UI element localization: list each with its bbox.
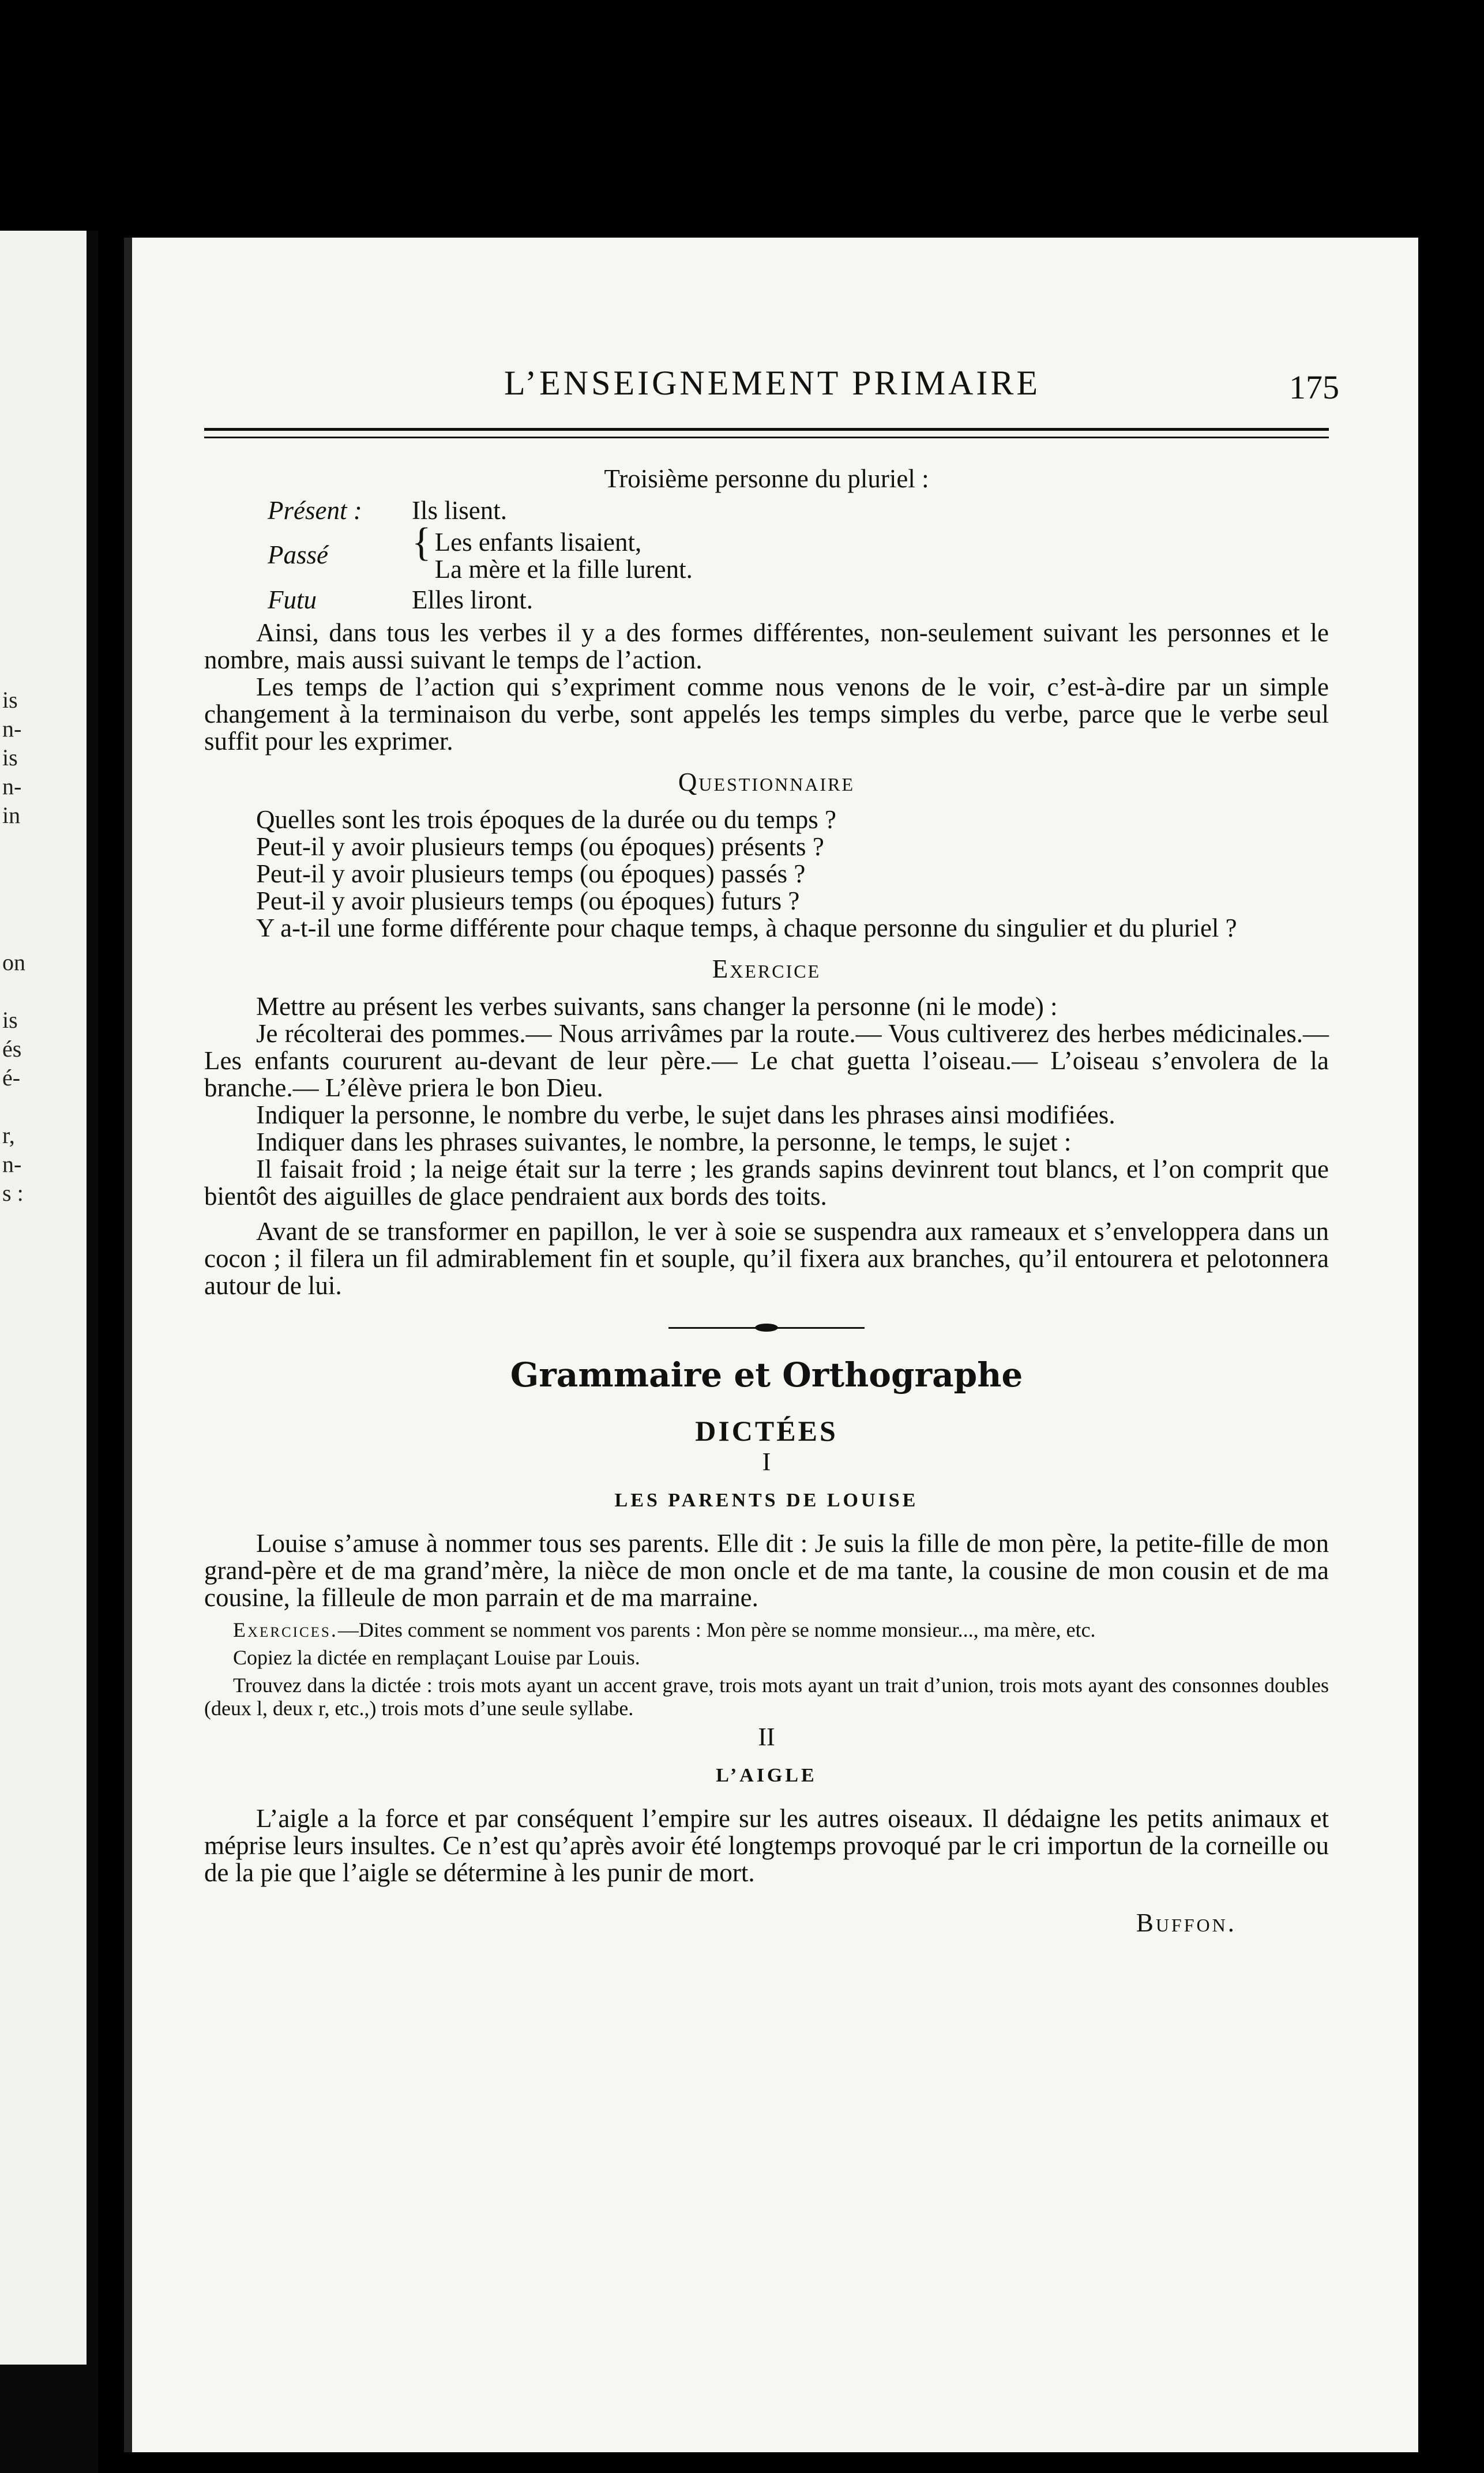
question: Peut-il y avoir plusieurs temps (ou époques) présents ? [256,832,824,861]
roman-numeral: I [762,1448,771,1476]
dictee-exercise [204,1618,1329,1641]
conjugation-heading: Troisième personne du pluriel : [604,464,929,493]
left-fragment: r, [2,1122,15,1148]
exercise-line: Il faisait froid ; la neige était sur la terre ; les grands sapins devinrent tout blancs, et l’on comprit que bientôt des aiguilles de glace pendraient aux bords des toits. [204,1155,1329,1211]
present-text: Ils lisent. [412,496,507,525]
dictee-exercise: Copiez la dictée en remplaçant Louise par Louis. [233,1646,640,1669]
left-fragment: is [2,1007,18,1033]
left-page-edge [0,231,87,2365]
past-label: Passé [268,540,328,569]
left-fragment: is [2,687,18,713]
author-signature: Buffon. [1136,1908,1237,1937]
section-ornament [668,1325,865,1330]
left-fragment: is [2,745,18,771]
past-row [268,520,1329,584]
exercise-line: Mettre au présent les verbes suivants, sans changer la personne (ni le mode) : [256,992,1058,1021]
dictee-text: Louise s’amuse à nommer tous ses parents. Elle dit : Je suis la fille de mon père, la petite-fille de mon grand-père et de ma grand’mère, la nièce de mon oncle et de ma tante, la cousine de mon cousin et de ma cousine, la filleule de mon parrain et de ma marraine. [204,1529,1329,1612]
paragraph: Les temps de l’action qui s’expriment comme nous venons de le voir, c’est-à-dire par un simple changement à la terminaison du verbe, sont appelés les temps simples du verbe, parce que le verbe seul suffit pour les exprimer. [204,672,1329,756]
paragraph: Ainsi, dans tous les verbes il y a des formes différentes, non-seulement suivant les personnes et le nombre, mais aussi suivant le temps de l’action. [204,618,1329,674]
left-fragment: s : [2,1180,24,1206]
future-text: Elles liront. [412,585,533,614]
dictee-exercise: Trouvez dans la dictée : trois mots ayant un accent grave, trois mots ayant un trait d’union, trois mots ayant des consonnes doubles (deux l, deux r, etc.,) trois mots d’une seule syllabe. [204,1674,1329,1720]
dictee-text: L’aigle a la force et par conséquent l’empire sur les autres oiseaux. Il dédaigne les petits animaux et méprise leurs insultes. Ce n’est qu’après avoir été longtemps provoqué par le cri importun de la corneille ou de la pie que l’aigle se détermine à les punir de mort. [204,1804,1329,1887]
exercise-line: Indiquer dans les phrases suivantes, le nombre, la personne, le temps, le sujet : [256,1127,1072,1156]
left-fragment: n- [2,716,22,742]
header-rule [204,428,1329,438]
questionnaire-heading: Questionnaire [678,768,855,796]
question: Y a-t-il une forme différente pour chaque temps, à chaque personne du singulier et du pluriel ? [256,914,1237,942]
past-line-1: Les enfants lisaient, [434,528,642,557]
question: Quelles sont les trois époques de la durée ou du temps ? [256,805,837,834]
roman-numeral: II [758,1723,775,1751]
left-fragment: in [2,802,21,828]
left-fragment: on [2,949,25,975]
question: Peut-il y avoir plusieurs temps (ou époques) futurs ? [256,886,800,915]
page-number: 175 [1289,369,1339,406]
past-line-2: La mère et la fille lurent. [434,555,693,584]
dictee-title: L’AIGLE [716,1765,817,1786]
exercice-heading: Exercice [712,954,821,983]
book-page [124,238,1418,2452]
future-label: Futu [268,585,317,614]
exercise-line: Indiquer la personne, le nombre du verbe, le sujet dans les phrases ainsi modifiées. [256,1100,1115,1129]
text-body [204,465,1329,1963]
left-fragment: n- [2,1151,22,1177]
exercises-label: Exercices. [233,1618,338,1641]
section-title: Grammaire et Orthographe [510,1355,1023,1395]
future-row [268,587,1329,614]
dictee-title: LES PARENTS DE LOUISE [614,1490,919,1511]
running-header [204,363,1339,409]
dictees-heading: DICTÉES [695,1415,838,1447]
left-fragment: és [2,1036,22,1062]
exercise-line: Je récolterai des pommes.— Nous arrivâmes par la route.— Vous cultiverez des herbes médicinales.— Les enfants coururent au-devant de leur père.— Le chat guetta l’oiseau.— L’oiseau s’envolera de la branche.— L’élève priera le bon Dieu. [204,1019,1329,1102]
running-title: L’ENSEIGNEMENT PRIMAIRE [504,364,1041,402]
brace-symbol: { [412,520,431,565]
exercise-line: Avant de se transformer en papillon, le ver à soie se suspendra aux rameaux et s’enveloppera dans un cocon ; il filera un fil admirablement fin et souple, qu’il fixera aux branches, qu’il entourera et pelotonnera autour de lui. [204,1217,1329,1300]
question: Peut-il y avoir plusieurs temps (ou époques) passés ? [256,859,806,888]
present-label: Présent : [268,496,362,525]
exercise-text: —Dites comment se nomment vos parents : Mon père se nomme monsieur..., ma mère, etc. [337,1618,1096,1641]
left-fragment: é- [2,1065,21,1091]
left-fragment: n- [2,773,22,799]
